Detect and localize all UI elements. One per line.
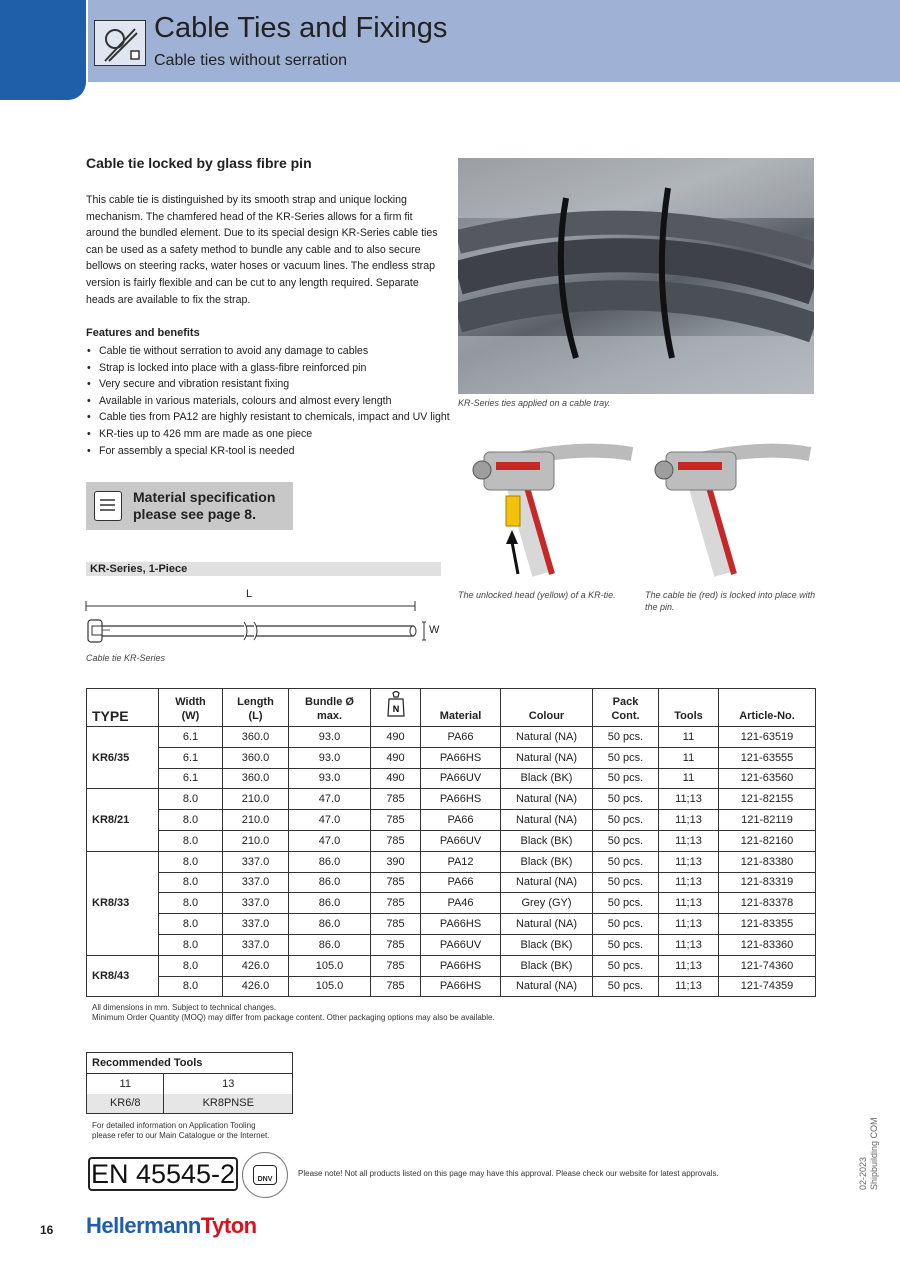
col-width-unit: (W) xyxy=(181,710,200,722)
table-cell: 6.1 xyxy=(159,768,223,789)
table-cell: 337.0 xyxy=(223,914,289,935)
table-cell: 121-63560 xyxy=(719,768,816,789)
col-bundle xyxy=(289,689,371,727)
side-date: 02-2023 xyxy=(858,1156,868,1190)
tool-name: KR6/8 xyxy=(87,1094,164,1114)
tools-note xyxy=(92,1121,269,1141)
approval-note: Please note! Not all products listed on this page may have this approval. Please check our website for latest approvals. xyxy=(298,1169,719,1178)
table-cell: PA66UV xyxy=(421,830,501,851)
table-cell: 50 pcs. xyxy=(593,789,659,810)
features-title: Features and benefits xyxy=(86,327,200,339)
table-cell: 121-83380 xyxy=(719,851,816,872)
spec-table xyxy=(86,688,816,997)
kr-series-drawing xyxy=(84,588,444,644)
table-cell: 50 pcs. xyxy=(593,851,659,872)
table-cell: 6.1 xyxy=(159,747,223,768)
table-row xyxy=(87,914,816,935)
tool-number: 11 xyxy=(87,1074,164,1094)
table-cell: 121-82160 xyxy=(719,830,816,851)
table-row xyxy=(87,789,816,810)
table-cell: 93.0 xyxy=(289,747,371,768)
table-cell: 121-82119 xyxy=(719,810,816,831)
table-cell: 785 xyxy=(371,914,421,935)
intro-text: This cable tie is distinguished by its smooth strap and unique locking mechanism. The chamfered head of the KR-Series allows for a firm fit around the bundled element. Due to its special design KR-Series cable ties can be used as a safety method to bundle any cable and to also secure bellows on steering racks, water hoses or vacuum lines. The endless strap version is fairly flexible and can be cut to any length required. Separate heads are available to fix the strap. xyxy=(86,194,438,306)
feature-item: • For assembly a special KR-tool is needed xyxy=(86,443,446,460)
col-tools: Tools xyxy=(659,689,719,727)
table-cell: 785 xyxy=(371,893,421,914)
table-cell: 6.1 xyxy=(159,727,223,748)
table-cell: Black (BK) xyxy=(501,768,593,789)
table-note-1: All dimensions in mm. Subject to technical changes. xyxy=(92,1003,277,1012)
table-cell: 105.0 xyxy=(289,976,371,997)
table-cell: PA66 xyxy=(421,727,501,748)
table-cell: 121-82155 xyxy=(719,789,816,810)
table-note-2: Minimum Order Quantity (MOQ) may differ from package content. Other packaging options may also be available. xyxy=(92,1013,495,1022)
table-cell: 86.0 xyxy=(289,851,371,872)
table-cell: PA66HS xyxy=(421,955,501,976)
table-header-row xyxy=(87,689,816,727)
table-cell: 337.0 xyxy=(223,872,289,893)
table-cell: 210.0 xyxy=(223,789,289,810)
table-cell: 121-74359 xyxy=(719,976,816,997)
table-cell: 86.0 xyxy=(289,872,371,893)
table-cell: 86.0 xyxy=(289,914,371,935)
table-cell: 50 pcs. xyxy=(593,872,659,893)
section-title: Cable tie locked by glass fibre pin xyxy=(86,155,312,171)
table-cell: 121-63555 xyxy=(719,747,816,768)
svg-text:N: N xyxy=(392,704,399,714)
table-cell: 11;13 xyxy=(659,872,719,893)
table-cell: 121-83355 xyxy=(719,914,816,935)
col-bundle-unit: max. xyxy=(316,710,343,722)
table-row xyxy=(87,976,816,997)
type-cell: KR6/35 xyxy=(87,727,159,789)
document-icon xyxy=(94,491,122,521)
table-cell: Black (BK) xyxy=(501,830,593,851)
table-cell: 93.0 xyxy=(289,727,371,748)
table-cell: Black (BK) xyxy=(501,934,593,955)
table-cell: 11;13 xyxy=(659,851,719,872)
col-pack xyxy=(593,689,659,727)
dnv-logo: DNV xyxy=(253,1165,277,1185)
table-cell: 8.0 xyxy=(159,976,223,997)
feature-item: • KR-ties up to 426 mm are made as one piece xyxy=(86,426,446,443)
locked-caption: The cable tie (red) is locked into place with the pin. xyxy=(645,590,816,612)
table-cell: PA66HS xyxy=(421,789,501,810)
table-cell: 785 xyxy=(371,810,421,831)
table-cell: 105.0 xyxy=(289,955,371,976)
table-cell: 11;13 xyxy=(659,830,719,851)
table-cell: PA66UV xyxy=(421,934,501,955)
table-cell: 47.0 xyxy=(289,810,371,831)
table-cell: 47.0 xyxy=(289,789,371,810)
type-cell: KR8/21 xyxy=(87,789,159,851)
table-cell: 50 pcs. xyxy=(593,747,659,768)
table-cell: PA12 xyxy=(421,851,501,872)
table-cell: 785 xyxy=(371,976,421,997)
cable-tray-photo xyxy=(458,158,814,394)
table-cell: Natural (NA) xyxy=(501,747,593,768)
table-cell: 121-83319 xyxy=(719,872,816,893)
tensile-strength-icon xyxy=(386,691,406,719)
table-row xyxy=(87,934,816,955)
logo-part-1: Hellermann xyxy=(86,1213,201,1238)
table-cell: Grey (GY) xyxy=(501,893,593,914)
feature-item: • Strap is locked into place with a glass-fibre reinforced pin xyxy=(86,360,446,377)
table-cell: 50 pcs. xyxy=(593,893,659,914)
en-standard-badge: EN 45545-2 xyxy=(88,1157,238,1191)
table-cell: 8.0 xyxy=(159,955,223,976)
table-cell: 8.0 xyxy=(159,789,223,810)
page-subtitle: Cable ties without serration xyxy=(154,52,347,69)
table-cell: 50 pcs. xyxy=(593,727,659,748)
tool-number: 13 xyxy=(164,1074,293,1094)
table-cell: PA46 xyxy=(421,893,501,914)
table-cell: 210.0 xyxy=(223,810,289,831)
page-number: 16 xyxy=(40,1223,54,1237)
table-cell: 121-83378 xyxy=(719,893,816,914)
table-cell: 785 xyxy=(371,830,421,851)
type-cell: KR8/33 xyxy=(87,851,159,955)
tool-name: KR8PNSE xyxy=(164,1094,293,1114)
table-row xyxy=(87,747,816,768)
table-cell: 785 xyxy=(371,934,421,955)
table-cell: 50 pcs. xyxy=(593,768,659,789)
table-cell: 426.0 xyxy=(223,955,289,976)
feature-item: • Cable tie without serration to avoid any damage to cables xyxy=(86,343,446,360)
table-cell: 785 xyxy=(371,955,421,976)
table-cell: Black (BK) xyxy=(501,851,593,872)
type-cell: KR8/43 xyxy=(87,955,159,997)
kr-series-bar: KR-Series, 1-Piece xyxy=(86,562,441,576)
material-spec-box[interactable] xyxy=(86,482,293,530)
table-cell: 490 xyxy=(371,768,421,789)
material-spec-text xyxy=(133,489,291,523)
page-title: Cable Ties and Fixings xyxy=(154,12,448,44)
col-width-label: Width xyxy=(175,696,206,708)
table-cell: 121-74360 xyxy=(719,955,816,976)
table-cell: 360.0 xyxy=(223,727,289,748)
col-length-unit: (L) xyxy=(248,710,263,722)
table-cell: Black (BK) xyxy=(501,955,593,976)
table-cell: Natural (NA) xyxy=(501,914,593,935)
table-cell: 8.0 xyxy=(159,810,223,831)
table-cell: 86.0 xyxy=(289,893,371,914)
table-cell: Natural (NA) xyxy=(501,872,593,893)
table-cell: PA66HS xyxy=(421,914,501,935)
table-cell: 8.0 xyxy=(159,934,223,955)
table-cell: 426.0 xyxy=(223,976,289,997)
table-row xyxy=(87,768,816,789)
feature-item: • Cable ties from PA12 are highly resistant to chemicals, impact and UV light xyxy=(86,409,446,426)
table-notes xyxy=(92,1003,495,1023)
unlocked-caption: The unlocked head (yellow) of a KR-tie. xyxy=(458,590,616,600)
table-cell: 50 pcs. xyxy=(593,955,659,976)
table-cell: 93.0 xyxy=(289,768,371,789)
table-cell: 785 xyxy=(371,789,421,810)
table-cell: 121-83360 xyxy=(719,934,816,955)
kr-series-caption: Cable tie KR-Series xyxy=(86,653,166,663)
tools-note-1: For detailed information on Application Tooling xyxy=(92,1121,256,1130)
table-row xyxy=(87,893,816,914)
table-row xyxy=(87,851,816,872)
table-cell: Natural (NA) xyxy=(501,727,593,748)
table-cell: 50 pcs. xyxy=(593,914,659,935)
col-colour: Colour xyxy=(501,689,593,727)
table-cell: PA66HS xyxy=(421,747,501,768)
locked-head-diagram xyxy=(642,424,812,584)
table-cell: 50 pcs. xyxy=(593,934,659,955)
tray-photo-caption: KR-Series ties applied on a cable tray. xyxy=(458,398,611,408)
table-cell: 11;13 xyxy=(659,893,719,914)
table-cell: Natural (NA) xyxy=(501,810,593,831)
spec-table-body xyxy=(87,727,816,997)
table-cell: 8.0 xyxy=(159,872,223,893)
tools-note-2: please refer to our Main Catalogue or the Internet. xyxy=(92,1131,270,1140)
table-row xyxy=(87,830,816,851)
table-row xyxy=(87,872,816,893)
col-length-label: Length xyxy=(237,696,274,708)
table-cell: 11;13 xyxy=(659,934,719,955)
table-cell: 11;13 xyxy=(659,914,719,935)
dimension-label-l: L xyxy=(246,588,253,600)
col-material: Material xyxy=(421,689,501,727)
table-cell: 210.0 xyxy=(223,830,289,851)
cable-tie-icon xyxy=(94,20,146,66)
features-list xyxy=(86,343,450,459)
table-cell: 490 xyxy=(371,747,421,768)
table-cell: 8.0 xyxy=(159,893,223,914)
table-row xyxy=(87,727,816,748)
logo-part-2: Tyton xyxy=(200,1213,257,1238)
table-cell: 337.0 xyxy=(223,893,289,914)
table-cell: 11;13 xyxy=(659,810,719,831)
table-cell: 360.0 xyxy=(223,747,289,768)
material-spec-line2: please see page 8. xyxy=(133,506,256,522)
table-cell: 8.0 xyxy=(159,914,223,935)
table-cell: 11 xyxy=(659,768,719,789)
table-cell: 11 xyxy=(659,727,719,748)
table-cell: PA66HS xyxy=(421,976,501,997)
col-type: TYPE xyxy=(87,689,159,727)
brand-logo[interactable] xyxy=(86,1213,257,1239)
table-cell: 337.0 xyxy=(223,934,289,955)
feature-item: • Very secure and vibration resistant fixing xyxy=(86,376,446,393)
table-cell: 8.0 xyxy=(159,830,223,851)
side-label xyxy=(858,1117,880,1190)
table-cell: 50 pcs. xyxy=(593,830,659,851)
table-cell: 86.0 xyxy=(289,934,371,955)
table-cell: 121-63519 xyxy=(719,727,816,748)
table-cell: PA66 xyxy=(421,872,501,893)
table-cell: 337.0 xyxy=(223,851,289,872)
header-tab xyxy=(0,0,86,100)
table-cell: 11;13 xyxy=(659,789,719,810)
table-cell: Natural (NA) xyxy=(501,976,593,997)
recommended-tools-table xyxy=(86,1052,293,1114)
col-width xyxy=(159,689,223,727)
table-cell: 11;13 xyxy=(659,976,719,997)
table-cell: 11;13 xyxy=(659,955,719,976)
table-row xyxy=(87,955,816,976)
table-cell: 50 pcs. xyxy=(593,810,659,831)
table-cell: 11 xyxy=(659,747,719,768)
col-tensile xyxy=(371,689,421,727)
col-pack-unit: Cont. xyxy=(611,710,640,722)
table-cell: 390 xyxy=(371,851,421,872)
table-cell: 785 xyxy=(371,872,421,893)
table-cell: 8.0 xyxy=(159,851,223,872)
table-row xyxy=(87,810,816,831)
col-article: Article-No. xyxy=(719,689,816,727)
table-cell: PA66UV xyxy=(421,768,501,789)
table-cell: 360.0 xyxy=(223,768,289,789)
table-cell: 47.0 xyxy=(289,830,371,851)
dimension-label-w: W xyxy=(429,624,440,636)
table-cell: Natural (NA) xyxy=(501,789,593,810)
col-length xyxy=(223,689,289,727)
feature-item: • Available in various materials, colours and almost every length xyxy=(86,393,446,410)
table-cell: 490 xyxy=(371,727,421,748)
table-cell: PA66 xyxy=(421,810,501,831)
col-bundle-label: Bundle Ø xyxy=(305,696,354,708)
side-catalogue: Shipbuilding COM xyxy=(869,1117,879,1190)
col-pack-label: Pack xyxy=(612,696,639,708)
material-spec-line1: Material specification xyxy=(133,489,276,505)
dnv-approval-seal xyxy=(242,1152,288,1198)
tools-title: Recommended Tools xyxy=(87,1053,293,1074)
table-cell: 50 pcs. xyxy=(593,976,659,997)
unlocked-head-diagram xyxy=(456,424,634,584)
